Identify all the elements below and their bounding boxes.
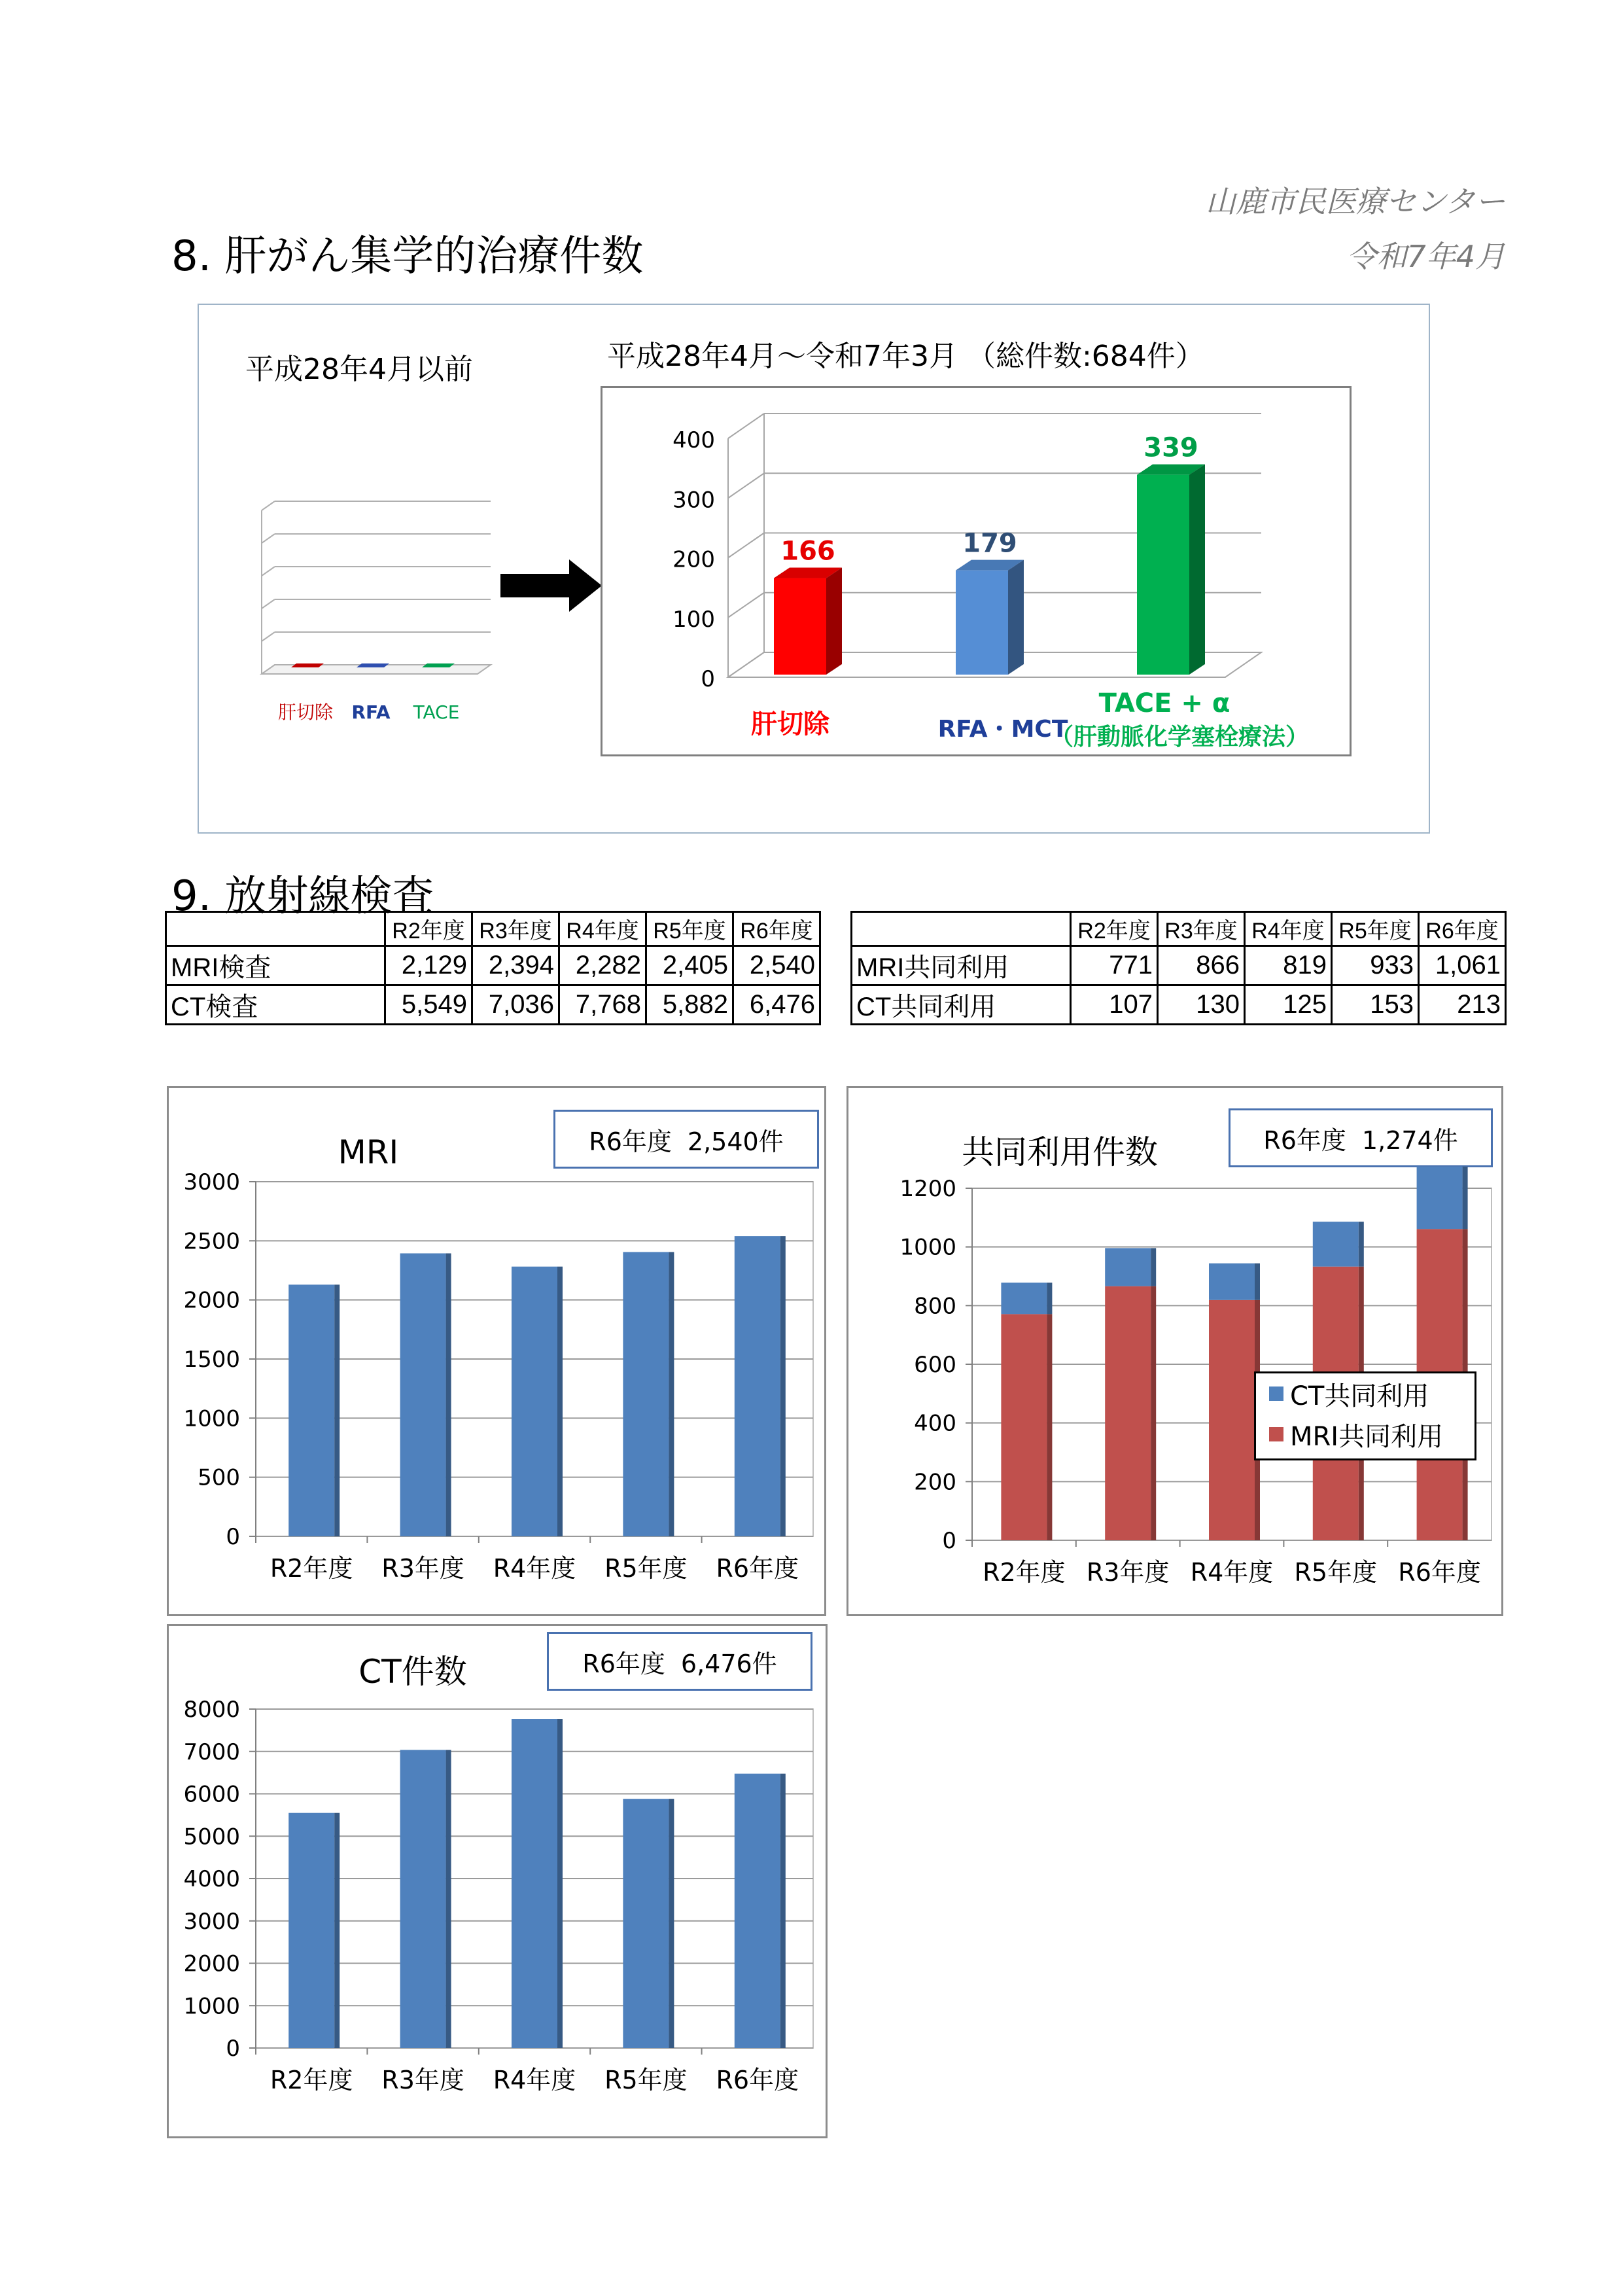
bar-segment-side <box>1047 1282 1052 1314</box>
bar-segment-side <box>1463 1167 1468 1229</box>
hospital-name: 山鹿市民医療センター <box>1205 184 1505 219</box>
table2-corner <box>852 912 1071 946</box>
bar-segment <box>1209 1300 1255 1540</box>
section9-title: 9. 放射線検査 <box>171 872 434 921</box>
gridline-side <box>262 599 275 609</box>
report-date: 令和7年4月 <box>1346 239 1505 274</box>
cell: 771 <box>1071 946 1158 985</box>
bar <box>291 663 324 667</box>
bar-side <box>669 1252 674 1536</box>
bar <box>623 1799 669 2048</box>
y-tick-label: 1000 <box>183 1993 240 2020</box>
cell: 125 <box>1245 985 1332 1025</box>
bar-side <box>557 1719 563 2048</box>
bar <box>774 578 826 675</box>
chart-title: 共同利用件数 <box>962 1133 1158 1171</box>
y-tick-label: 2000 <box>183 1951 240 1977</box>
y-tick-label: 100 <box>672 606 715 633</box>
bar <box>288 1284 334 1536</box>
gridline-side <box>728 414 764 438</box>
table1-header: R6年度 <box>733 912 820 946</box>
gridline-side <box>728 593 764 618</box>
bar-side <box>334 1284 340 1536</box>
cell: 1,061 <box>1419 946 1506 985</box>
bar <box>956 571 1008 675</box>
bar <box>357 663 389 667</box>
x-tick-label: R3年度 <box>1086 1558 1170 1587</box>
y-tick-label: 1000 <box>183 1405 240 1432</box>
after-period-label: 平成28年4月～令和7年3月 （総件数:684件） <box>607 340 1204 373</box>
bar-side <box>669 1799 674 2048</box>
cell: 213 <box>1419 985 1506 1025</box>
y-tick-label: 6000 <box>183 1781 240 1808</box>
y-tick-label: 1200 <box>899 1176 956 1202</box>
bar-segment-side <box>1255 1263 1260 1300</box>
row-label: CT検査 <box>166 985 385 1025</box>
joint-chart <box>846 1086 1503 1616</box>
y-tick-label: 1500 <box>183 1347 240 1373</box>
gridline-side <box>728 533 764 558</box>
cell: 7,768 <box>559 985 646 1025</box>
bar-segment <box>1209 1263 1255 1300</box>
cell: 2,540 <box>733 946 820 985</box>
joint-note-label: R6年度 <box>1263 1125 1346 1155</box>
radiology-table <box>165 911 821 1025</box>
row-label: MRI共同利用 <box>852 946 1071 985</box>
y-tick-label: 2500 <box>183 1228 240 1255</box>
joint-chart-legend <box>1254 1371 1476 1460</box>
bar-segment <box>1105 1248 1151 1286</box>
cell: 107 <box>1071 985 1158 1025</box>
gridline-side <box>728 473 764 498</box>
gridline-side <box>262 567 275 576</box>
bar <box>400 1750 446 2048</box>
y-tick-label: 200 <box>914 1469 956 1496</box>
bar-segment <box>1313 1222 1359 1267</box>
bar-side <box>1189 465 1205 675</box>
category-label: TACE <box>413 701 460 723</box>
mri-note-label: R6年度 <box>589 1127 672 1156</box>
bar-side <box>1008 560 1024 675</box>
category-label: 肝切除 <box>751 709 829 739</box>
x-tick-label: R6年度 <box>716 1554 799 1583</box>
ct-note-value: 6,476件 <box>680 1649 777 1678</box>
before-chart-labels <box>278 701 459 723</box>
x-tick-label: R4年度 <box>1190 1558 1274 1587</box>
bar <box>735 1774 780 2048</box>
gridline-side <box>262 632 275 641</box>
legend-label-ct: CT共同利用 <box>1290 1381 1429 1411</box>
table2-header: R6年度 <box>1419 912 1506 946</box>
bar <box>400 1253 446 1536</box>
mri-note-value: 2,540件 <box>687 1127 784 1156</box>
joint-use-table <box>850 911 1507 1025</box>
x-tick-label: R2年度 <box>983 1558 1066 1587</box>
bar-segment <box>1001 1282 1047 1314</box>
section8-title: 8. 肝がん集学的治療件数 <box>171 232 644 281</box>
cell: 2,394 <box>472 946 559 985</box>
category-label: TACE + α <box>1098 688 1230 718</box>
y-tick-label: 8000 <box>183 1697 240 1723</box>
x-tick-label: R5年度 <box>604 1554 688 1583</box>
bar <box>1137 475 1189 675</box>
ct-chart <box>167 1624 828 2138</box>
table2-header: R3年度 <box>1158 912 1245 946</box>
table1-header: R4年度 <box>559 912 646 946</box>
table2-header: R4年度 <box>1245 912 1332 946</box>
y-tick-label: 200 <box>672 546 715 573</box>
y-tick-label: 3000 <box>183 1169 240 1195</box>
cell: 819 <box>1245 946 1332 985</box>
bar-segment-side <box>1151 1286 1156 1540</box>
y-tick-label: 500 <box>198 1464 240 1491</box>
cell: 866 <box>1158 946 1245 985</box>
chart-title: MRI <box>338 1133 399 1171</box>
y-tick-label: 0 <box>701 666 715 692</box>
bar <box>288 1813 334 2048</box>
y-tick-label: 2000 <box>183 1287 240 1314</box>
cell: 7,036 <box>472 985 559 1025</box>
x-tick-label: R2年度 <box>270 1554 353 1583</box>
table-row <box>852 946 1506 985</box>
y-tick-label: 300 <box>672 487 715 514</box>
category-label: 肝切除 <box>277 701 334 723</box>
x-tick-label: R6年度 <box>1398 1558 1481 1587</box>
y-tick-label: 0 <box>942 1528 956 1554</box>
x-tick-label: R4年度 <box>493 2066 576 2094</box>
row-label: MRI検査 <box>166 946 385 985</box>
table-row <box>852 985 1506 1025</box>
x-tick-label: R4年度 <box>493 1554 576 1583</box>
bar-side <box>334 1813 340 2048</box>
chart-title: CT件数 <box>358 1653 467 1691</box>
bar-side <box>446 1750 451 2048</box>
bar-side <box>780 1774 786 2048</box>
table-row <box>166 985 820 1025</box>
legend-label-mri: MRI共同利用 <box>1290 1421 1444 1452</box>
bar-side <box>446 1253 451 1536</box>
category-label: RFA <box>351 701 391 723</box>
legend-item-ct <box>1256 1373 1475 1414</box>
y-tick-label: 7000 <box>183 1739 240 1765</box>
y-tick-label: 4000 <box>183 1866 240 1892</box>
bar-segment-side <box>1359 1222 1364 1267</box>
bar-segment <box>1001 1314 1047 1540</box>
arrow-icon <box>500 559 605 612</box>
category-label: （肝動脈化学塞栓療法） <box>1049 724 1310 751</box>
bar <box>623 1252 669 1536</box>
cell: 130 <box>1158 985 1245 1025</box>
data-label: 166 <box>780 536 835 567</box>
table1-corner <box>166 912 385 946</box>
table1-header: R2年度 <box>385 912 472 946</box>
bar-segment <box>1417 1167 1463 1229</box>
table2-header: R2年度 <box>1071 912 1158 946</box>
before-period-label: 平成28年4月以前 <box>245 353 473 386</box>
y-tick-label: 1000 <box>899 1234 956 1261</box>
cell: 2,282 <box>559 946 646 985</box>
y-tick-label: 600 <box>914 1352 956 1378</box>
y-tick-label: 0 <box>226 2036 240 2062</box>
cell: 5,549 <box>385 985 472 1025</box>
x-tick-label: R2年度 <box>270 2066 353 2094</box>
gridline-side <box>262 534 275 543</box>
cell: 6,476 <box>733 985 820 1025</box>
x-tick-label: R5年度 <box>1294 1558 1378 1587</box>
before-chart-grid <box>262 501 491 674</box>
x-tick-label: R3年度 <box>381 1554 464 1583</box>
before-chart-bars <box>291 663 455 667</box>
bar-segment-side <box>1047 1314 1052 1540</box>
y-tick-label: 5000 <box>183 1824 240 1850</box>
bar-side <box>826 568 842 675</box>
legend-swatch-mri <box>1269 1427 1283 1441</box>
bar-segment <box>1105 1286 1151 1540</box>
bar <box>422 663 455 667</box>
data-label: 179 <box>962 528 1017 559</box>
bar <box>512 1719 557 2048</box>
table1-header: R3年度 <box>472 912 559 946</box>
ct-note-label: R6年度 <box>582 1649 665 1678</box>
row-label: CT共同利用 <box>852 985 1071 1025</box>
after-chart <box>601 386 1352 756</box>
legend-swatch-ct <box>1269 1386 1283 1401</box>
cell: 5,882 <box>646 985 733 1025</box>
table2-header: R5年度 <box>1332 912 1419 946</box>
y-tick-label: 0 <box>226 1524 240 1550</box>
y-tick-label: 400 <box>672 427 715 453</box>
cell: 933 <box>1332 946 1419 985</box>
joint-note-value: 1,274件 <box>1361 1125 1458 1155</box>
category-label: RFA・MCT <box>937 716 1068 743</box>
bar-segment-side <box>1151 1248 1156 1286</box>
table1-header: R5年度 <box>646 912 733 946</box>
table-row <box>166 946 820 985</box>
cell: 153 <box>1332 985 1419 1025</box>
cell: 2,129 <box>385 946 472 985</box>
y-tick-label: 400 <box>914 1410 956 1437</box>
legend-item-mri <box>1256 1414 1475 1455</box>
data-label: 339 <box>1143 433 1198 463</box>
x-tick-label: R5年度 <box>604 2066 688 2094</box>
bar-side <box>557 1267 563 1536</box>
bar <box>512 1267 557 1536</box>
y-tick-label: 3000 <box>183 1908 240 1935</box>
x-tick-label: R3年度 <box>381 2066 464 2094</box>
gridline-side <box>262 501 275 510</box>
bar-side <box>780 1236 786 1536</box>
y-tick-label: 800 <box>914 1293 956 1320</box>
cell: 2,405 <box>646 946 733 985</box>
bar <box>735 1236 780 1536</box>
before-chart <box>249 484 510 746</box>
x-tick-label: R6年度 <box>716 2066 799 2094</box>
mri-chart <box>167 1086 826 1616</box>
after-chart-bars <box>774 465 1205 675</box>
